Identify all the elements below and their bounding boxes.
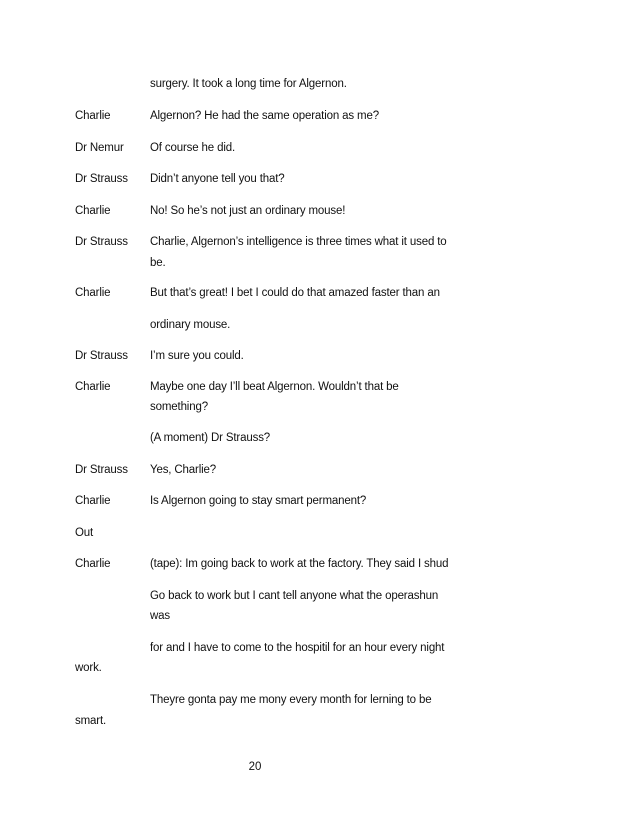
dialogue-text: Didn’t anyone tell you that?: [150, 173, 285, 185]
speaker-name: Charlie: [75, 558, 111, 570]
speaker-name: Out: [75, 527, 94, 539]
dialogue-text: ordinary mouse.: [150, 319, 231, 331]
speaker-name: Dr Strauss: [75, 464, 128, 476]
speaker-name: work.: [75, 662, 102, 674]
dialogue-text: No! So he’s not just an ordinary mouse!: [150, 205, 346, 217]
dialogue-text: surgery. It took a long time for Algernon.: [150, 78, 347, 90]
dialogue-text: (A moment) Dr Strauss?: [150, 432, 271, 444]
dialogue-text: was: [150, 610, 171, 622]
dialogue-text: (tape): Im going back to work at the factory. They said I shud: [150, 558, 449, 570]
speaker-name: Dr Strauss: [75, 350, 128, 362]
dialogue-text: Of course he did.: [150, 142, 236, 154]
dialogue-text: Go back to work but I cant tell anyone what the operashun: [150, 590, 439, 602]
dialogue-text: Theyre gonta pay me mony every month for lerning to be: [150, 694, 432, 706]
dialogue-text: Algernon? He had the same operation as me?: [150, 110, 379, 122]
speaker-name: Dr Nemur: [75, 142, 124, 154]
speaker-name: Charlie: [75, 495, 111, 507]
dialogue-text: But that’s great! I bet I could do that amazed faster than an: [150, 287, 440, 299]
speaker-name: Dr Strauss: [75, 236, 128, 248]
speaker-name: Charlie: [75, 287, 111, 299]
speaker-name: Charlie: [75, 381, 111, 393]
dialogue-text: Yes, Charlie?: [150, 464, 217, 476]
dialogue-text: I’m sure you could.: [150, 350, 244, 362]
dialogue-text: something?: [150, 401, 208, 413]
speaker-name: Charlie: [75, 205, 111, 217]
dialogue-text: Maybe one day I’ll beat Algernon. Wouldn’t that be: [150, 381, 399, 393]
page-number: 20: [248, 761, 262, 773]
speaker-name: Dr Strauss: [75, 173, 128, 185]
speaker-name: smart.: [75, 715, 107, 727]
dialogue-text: Is Algernon going to stay smart permanent?: [150, 495, 367, 507]
speaker-name: Charlie: [75, 110, 111, 122]
dialogue-text: for and I have to come to the hospitil for an hour every night: [150, 642, 445, 654]
dialogue-text: be.: [150, 257, 166, 269]
dialogue-text: Charlie, Algernon’s intelligence is three times what it used to: [150, 236, 447, 248]
